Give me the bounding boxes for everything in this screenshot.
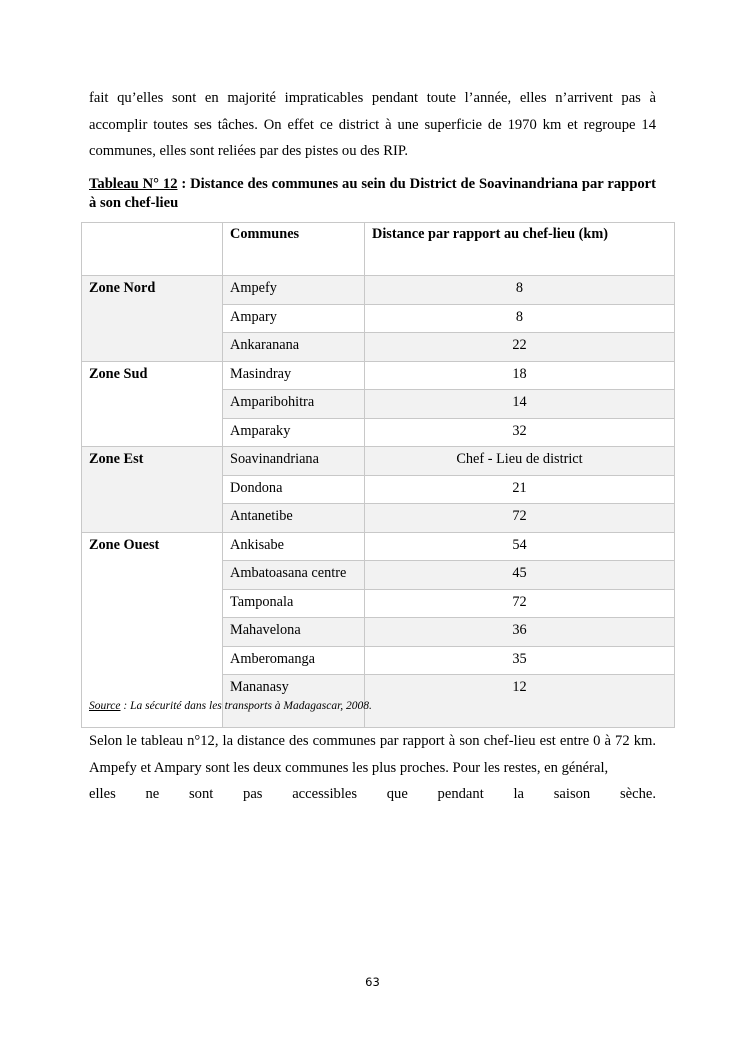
commune-cell: Ampefy: [223, 276, 365, 305]
distance-cell: 8: [365, 304, 675, 333]
page-number: 63: [365, 975, 380, 989]
commune-cell: Dondona: [223, 475, 365, 504]
zone-cell: Zone Ouest: [82, 532, 223, 728]
distance-cell: 12: [365, 675, 675, 728]
commune-cell: Antanetibe: [223, 504, 365, 533]
distance-cell: 21: [365, 475, 675, 504]
commune-cell: Amparibohitra: [223, 390, 365, 419]
zone-cell: Zone Nord: [82, 276, 223, 362]
source-text: : La sécurité dans les transports à Madagascar, 2008.: [120, 700, 372, 712]
intro-paragraph: fait qu’elles sont en majorité impraticables pendant toute l’année, elles n’arrivent pas à accomplir toutes ses tâches. On effet ce district à une superficie de 1970 km et regroupe 14 communes, elles sont reliées par des pistes ou des RIP.: [89, 90, 656, 159]
commune-cell: Ampary: [223, 304, 365, 333]
zone-cell: Zone Sud: [82, 361, 223, 447]
source-label: Source: [89, 700, 121, 712]
distance-table: [81, 222, 675, 728]
table-caption-label: Tableau N° 12: [89, 176, 178, 192]
commune-cell: Ankaranana: [223, 333, 365, 362]
distance-cell: Chef - Lieu de district: [365, 447, 675, 476]
commune-cell: Mananasy: [223, 675, 365, 728]
distance-cell: 22: [365, 333, 675, 362]
distance-cell: 45: [365, 561, 675, 590]
table-row: [82, 276, 675, 305]
commune-cell: Soavinandriana: [223, 447, 365, 476]
header-distance: Distance par rapport au chef-lieu (km): [365, 223, 675, 276]
commune-cell: Tamponala: [223, 589, 365, 618]
commune-cell: Mahavelona: [223, 618, 365, 647]
commune-cell: Amberomanga: [223, 646, 365, 675]
conclusion-body: Selon le tableau n°12, la distance des communes par rapport à son chef-lieu est entre 0 à 72 km. Ampefy et Ampary sont les deux communes les plus proches. Pour les restes, en général,: [89, 733, 656, 776]
table-row: [82, 361, 675, 390]
commune-cell: Ankisabe: [223, 532, 365, 561]
table-caption-title: : Distance des communes au sein du District de Soavinandriana par rapport à son chef-lieu: [89, 176, 656, 211]
distance-cell: 18: [365, 361, 675, 390]
conclusion-last-line: elles ne sont pas accessibles que pendant la saison sèche.: [89, 786, 656, 802]
distance-cell: 35: [365, 646, 675, 675]
distance-cell: 54: [365, 532, 675, 561]
commune-cell: Ambatoasana centre: [223, 561, 365, 590]
commune-cell: Amparaky: [223, 418, 365, 447]
commune-cell: Masindray: [223, 361, 365, 390]
header-commune: Communes: [223, 223, 365, 276]
zone-cell: Zone Est: [82, 447, 223, 533]
table-row: [82, 532, 675, 561]
table-source: [89, 700, 372, 712]
distance-cell: 8: [365, 276, 675, 305]
table-row: [82, 447, 675, 476]
table-caption: [89, 175, 656, 213]
distance-cell: 36: [365, 618, 675, 647]
distance-cell: 72: [365, 589, 675, 618]
distance-cell: 72: [365, 504, 675, 533]
conclusion-paragraph: [89, 728, 656, 808]
header-zone: [82, 223, 223, 276]
distance-cell: 14: [365, 390, 675, 419]
table-header-row: [82, 223, 675, 276]
table-body: [82, 276, 675, 728]
distance-cell: 32: [365, 418, 675, 447]
